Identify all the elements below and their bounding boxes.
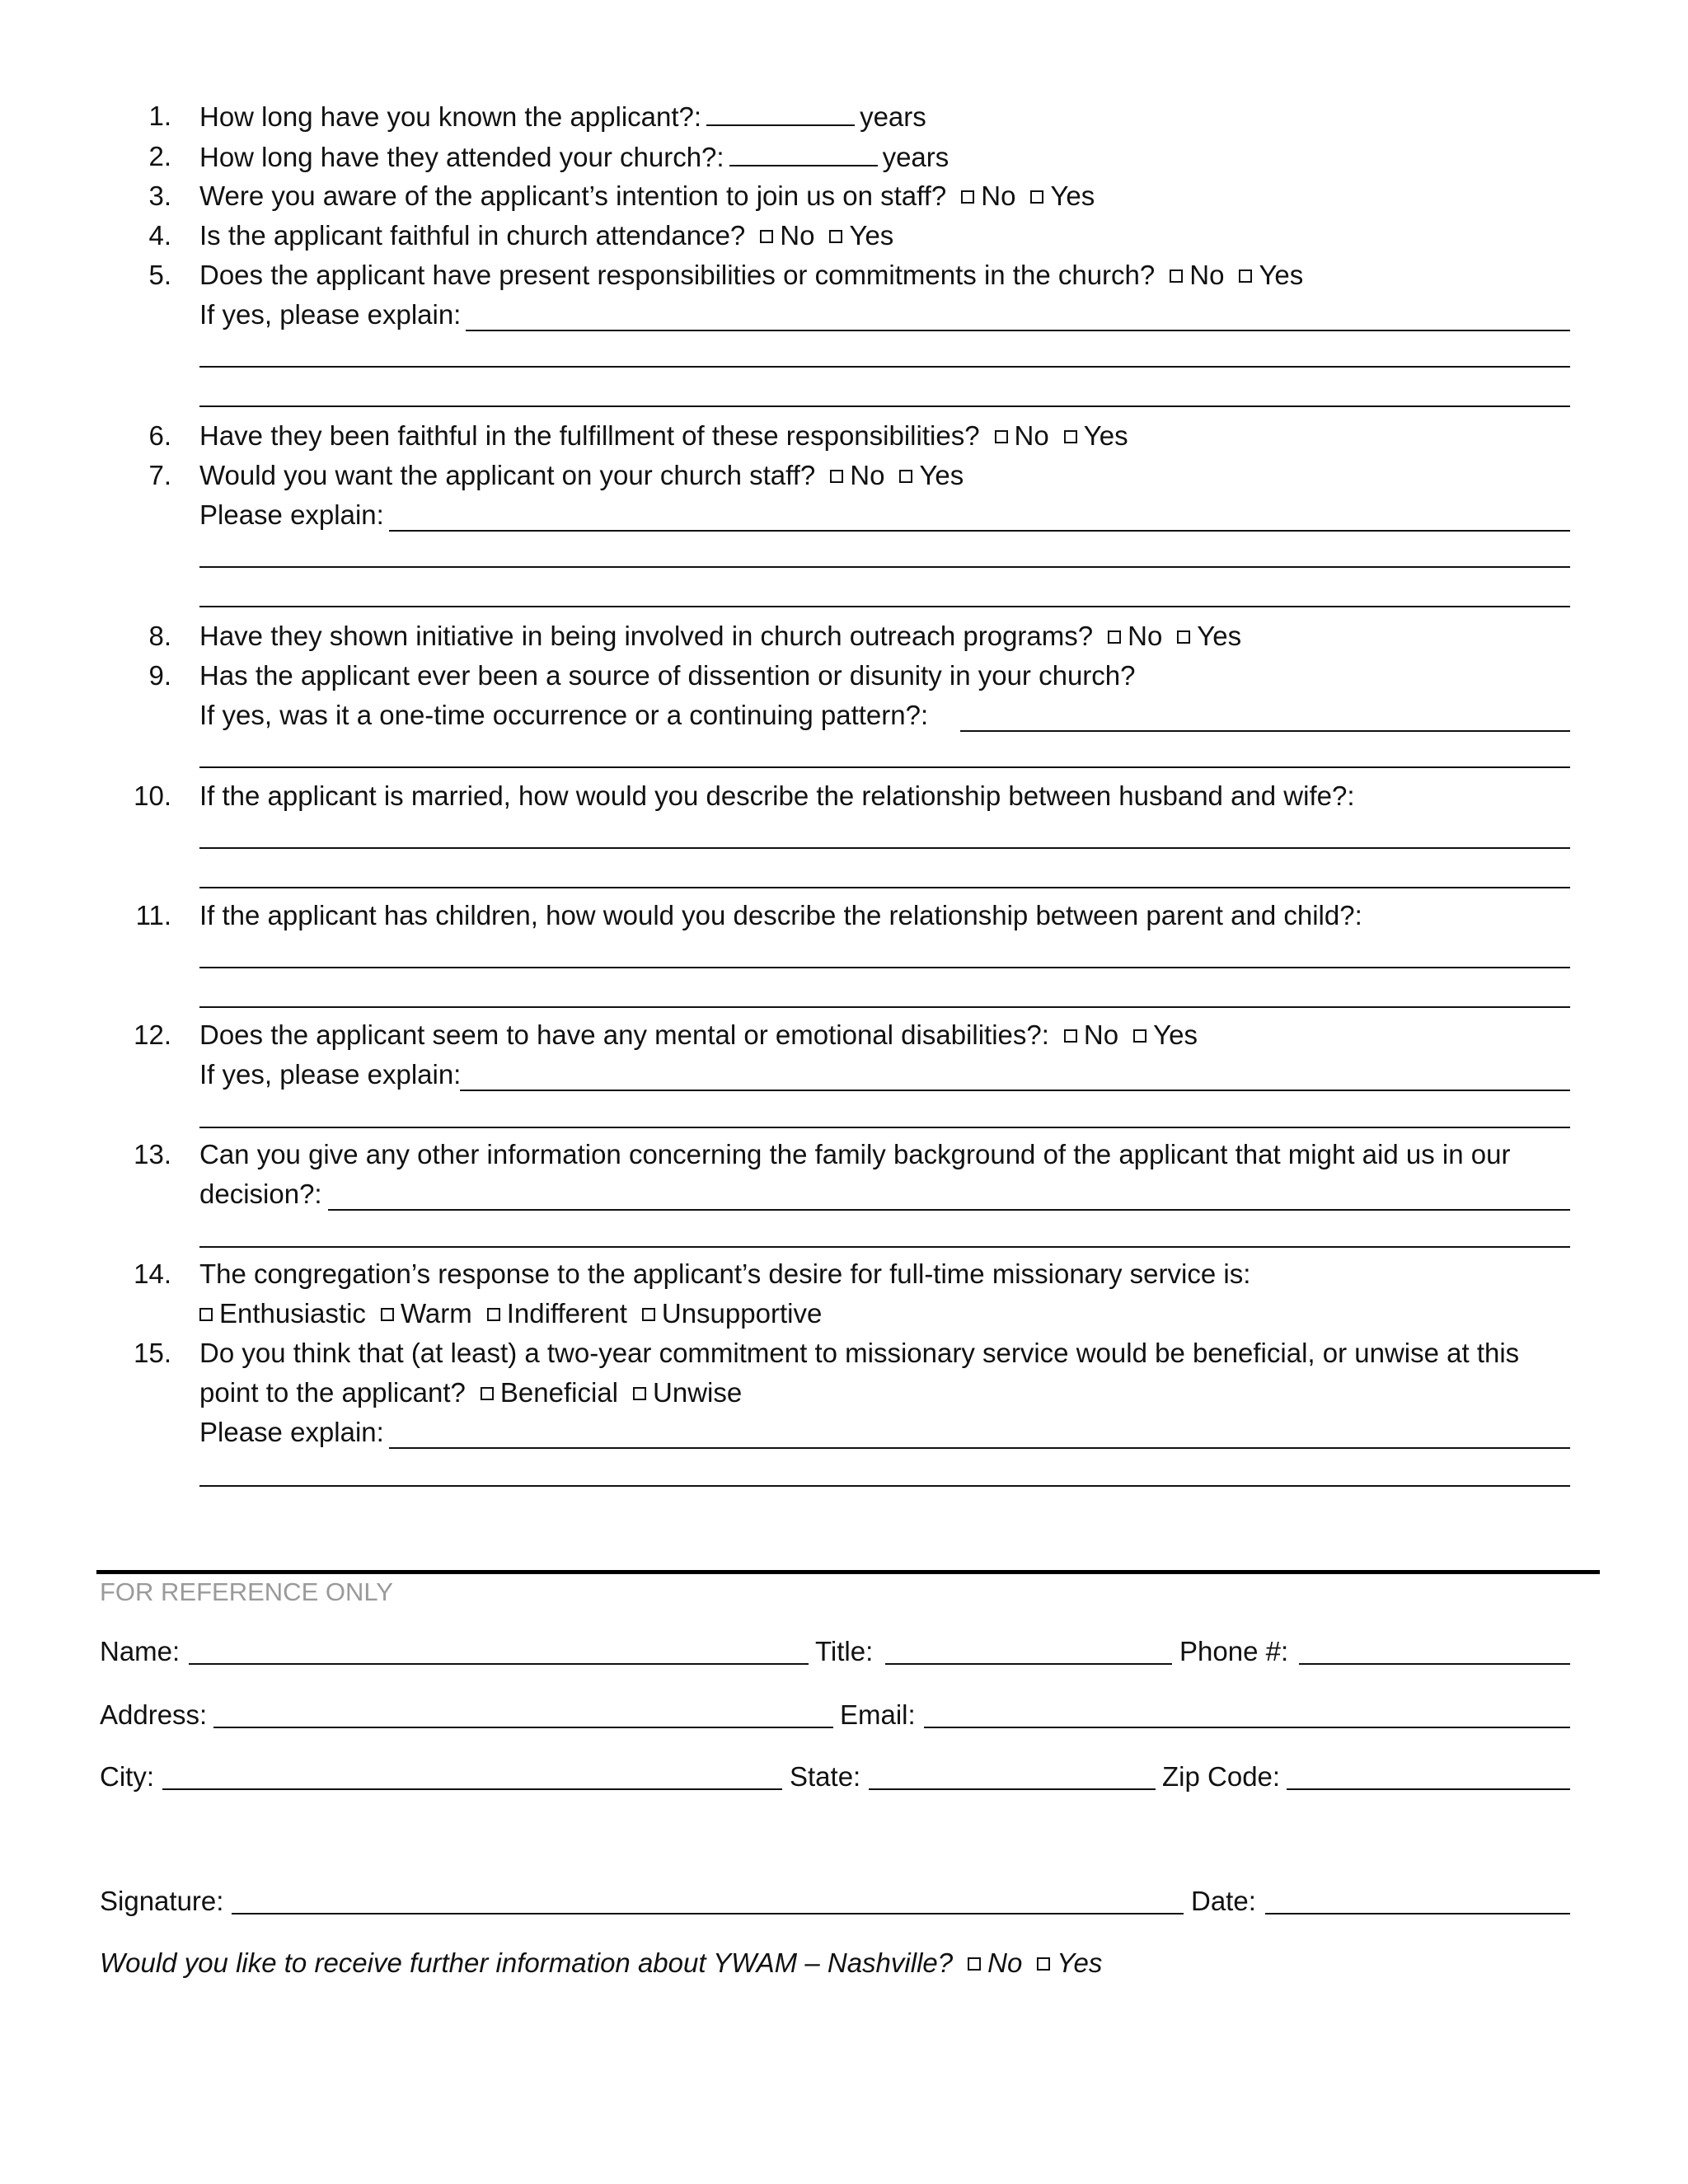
address-field[interactable] [213, 1699, 833, 1728]
address-label: Address: [100, 1699, 208, 1730]
checkbox-yes[interactable] [1064, 430, 1077, 443]
question-text: How long have they attended your church?: [199, 142, 724, 172]
question-number: 6. [148, 420, 171, 451]
question-text: Do you think that (at least) a two-year commitment to missionary service would be beneficial, or unwise at this [199, 1338, 1520, 1368]
question-13 [0, 1135, 1688, 1174]
explain-line[interactable] [389, 1419, 1570, 1449]
explain-line[interactable] [960, 702, 1570, 732]
question-11 [0, 896, 1688, 935]
question-number: 7. [148, 460, 171, 490]
question-text: If the applicant has children, how would you describe the relationship between parent and child?: [199, 900, 1362, 930]
answer-line[interactable] [328, 1181, 1570, 1211]
question-text: Have they shown initiative in being involved in church outreach programs? [199, 621, 1094, 651]
option-label: Yes [1197, 621, 1242, 651]
question-14 [0, 1254, 1688, 1294]
question-8 [0, 616, 1688, 656]
question-text: Has the applicant ever been a source of dissention or disunity in your church? [199, 660, 1136, 691]
checkbox-yes[interactable] [1030, 190, 1043, 204]
checkbox-yes[interactable] [829, 230, 842, 243]
question-number: 12. [134, 1019, 171, 1050]
question-3 [0, 176, 1688, 216]
years-suffix: years [882, 142, 950, 172]
checkbox-no[interactable] [961, 190, 974, 204]
date-label: Date: [1191, 1886, 1256, 1916]
state-field[interactable] [869, 1760, 1156, 1790]
option-label: No [1083, 1019, 1119, 1050]
question-number: 14. [134, 1258, 171, 1289]
question-number: 3. [148, 180, 171, 211]
reference-row-1 [100, 1632, 1583, 1671]
name-field[interactable] [189, 1635, 809, 1665]
question-number: 1. [148, 101, 171, 131]
checkbox-no[interactable] [968, 1957, 981, 1971]
question-text: If the applicant is married, how would you describe the relationship between husband and wife?: [199, 780, 1355, 811]
option-label: Beneficial [499, 1377, 619, 1408]
explain-line[interactable] [466, 302, 1570, 331]
further-info-text: Would you like to receive further information about YWAM – Nashville? [100, 1947, 954, 1978]
option-label: No [1189, 260, 1225, 290]
option-label: Yes [1083, 420, 1128, 451]
explain-label: If yes, please explain: [199, 1059, 462, 1090]
option-label: Yes [1153, 1019, 1198, 1050]
explain-line[interactable] [199, 1457, 1570, 1487]
option-label: Yes [1259, 260, 1304, 290]
question-number: 2. [148, 141, 171, 171]
question-text-continued [199, 1373, 742, 1413]
option-label: Yes [1050, 180, 1095, 211]
question-text: Can you give any other information concerning the family background of the applicant that might aid us in our [199, 1139, 1511, 1169]
question-10 [0, 776, 1688, 816]
title-field[interactable] [885, 1635, 1172, 1665]
checkbox-yes[interactable] [1177, 630, 1190, 644]
question-2 [0, 137, 1688, 176]
question-5 [0, 255, 1688, 295]
answer-line[interactable] [199, 819, 1570, 849]
answer-line[interactable] [199, 939, 1570, 968]
option-label: No [981, 180, 1016, 211]
checkbox-no[interactable] [1108, 630, 1121, 644]
explain-line[interactable] [199, 538, 1570, 568]
checkbox-unwise[interactable] [633, 1387, 646, 1400]
state-label: State: [790, 1761, 861, 1792]
question-text-continued: decision?: [199, 1179, 322, 1209]
answer-line[interactable] [199, 1218, 1570, 1248]
explain-label: Please explain: [199, 499, 384, 530]
checkbox-no[interactable] [760, 230, 773, 243]
explain-line[interactable] [199, 1099, 1570, 1128]
option-label: Yes [919, 460, 964, 490]
option-label: Indifferent [506, 1298, 627, 1329]
question-number: 8. [148, 621, 171, 651]
option-label: Warm [400, 1298, 472, 1329]
zip-label: Zip Code: [1162, 1761, 1281, 1792]
question-text: Would you want the applicant on your church staff? [199, 460, 816, 490]
explain-line[interactable] [460, 1062, 1570, 1091]
question-text: point to the applicant? [199, 1377, 466, 1408]
email-field[interactable] [924, 1699, 1570, 1728]
question-text: Does the applicant have present responsibilities or commitments in the church? [199, 260, 1156, 290]
city-field[interactable] [162, 1760, 782, 1790]
city-label: City: [100, 1761, 154, 1792]
explain-line[interactable] [199, 578, 1570, 607]
question-1 [0, 96, 1688, 136]
explain-line[interactable] [199, 377, 1570, 407]
question-7 [0, 456, 1688, 495]
question-12 [0, 1015, 1688, 1055]
checkbox-no[interactable] [995, 430, 1008, 443]
option-label: No [1128, 621, 1163, 651]
option-label: No [987, 1947, 1023, 1978]
checkbox-enthusiastic[interactable] [199, 1308, 213, 1321]
reference-row-3 [100, 1757, 1583, 1797]
checkbox-beneficial[interactable] [481, 1387, 494, 1400]
signature-field[interactable] [232, 1885, 1184, 1915]
zip-field[interactable] [1287, 1760, 1570, 1790]
name-label: Name: [100, 1636, 181, 1666]
years-suffix: years [860, 101, 926, 132]
question-text: Have they been faithful in the fulfillment of these responsibilities? [199, 420, 980, 451]
question-number: 4. [148, 220, 171, 251]
explain-label: If yes, please explain: [199, 299, 462, 330]
option-label: No [850, 460, 885, 490]
phone-field[interactable] [1299, 1635, 1570, 1665]
answer-line[interactable] [199, 859, 1570, 888]
checkbox-unsupportive[interactable] [642, 1308, 655, 1321]
option-label: Unwise [653, 1377, 743, 1408]
checkbox-no[interactable] [1064, 1029, 1077, 1043]
checkbox-indifferent[interactable] [487, 1308, 500, 1321]
email-label: Email: [840, 1699, 916, 1730]
response-options [199, 1294, 822, 1333]
question-number: 10. [134, 780, 171, 811]
question-number: 5. [148, 260, 171, 290]
date-field[interactable] [1265, 1885, 1570, 1915]
checkbox-yes[interactable] [899, 470, 912, 483]
checkbox-yes[interactable] [1133, 1029, 1146, 1043]
question-number: 11. [135, 900, 171, 930]
question-4 [0, 216, 1688, 255]
years-attended-field[interactable] [729, 137, 878, 166]
question-text: Were you aware of the applicant’s intention to join us on staff? [199, 180, 947, 211]
question-text: How long have you known the applicant?: [199, 101, 702, 132]
checkbox-no[interactable] [830, 470, 843, 483]
checkbox-no[interactable] [1170, 269, 1183, 283]
explain-label: Please explain: [199, 1417, 384, 1447]
reference-row-2 [100, 1695, 1583, 1735]
question-number: 13. [134, 1139, 171, 1169]
question-9 [0, 656, 1688, 696]
checkbox-yes[interactable] [1037, 1957, 1050, 1971]
explain-line[interactable] [389, 502, 1570, 532]
signature-row [100, 1882, 1583, 1921]
explain-line[interactable] [199, 338, 1570, 368]
option-label: Enthusiastic [219, 1298, 366, 1329]
question-15 [0, 1333, 1688, 1373]
checkbox-warm[interactable] [381, 1308, 394, 1321]
checkbox-yes[interactable] [1239, 269, 1252, 283]
option-label: Yes [1057, 1947, 1103, 1978]
years-known-field[interactable] [706, 96, 855, 126]
question-text: Does the applicant seem to have any mental or emotional disabilities?: [199, 1019, 1049, 1050]
option-label: Yes [849, 220, 894, 251]
option-label: No [780, 220, 815, 251]
answer-line[interactable] [199, 978, 1570, 1008]
question-6 [0, 416, 1688, 456]
reference-header: FOR REFERENCE ONLY [100, 1577, 393, 1606]
question-text: Is the applicant faithful in church attendance? [199, 220, 746, 251]
question-number: 9. [148, 660, 171, 691]
further-info-row [100, 1943, 1102, 1983]
explain-label: If yes, was it a one-time occurrence or a continuing pattern?: [199, 700, 929, 730]
option-label: Unsupportive [661, 1298, 823, 1329]
title-label: Title: [815, 1636, 874, 1666]
option-label: No [1014, 420, 1049, 451]
signature-label: Signature: [100, 1886, 224, 1916]
explain-line[interactable] [199, 738, 1570, 768]
question-text: The congregation’s response to the applicant’s desire for full-time missionary service is: [199, 1258, 1251, 1289]
phone-label: Phone #: [1179, 1636, 1289, 1666]
question-number: 15. [134, 1338, 171, 1368]
